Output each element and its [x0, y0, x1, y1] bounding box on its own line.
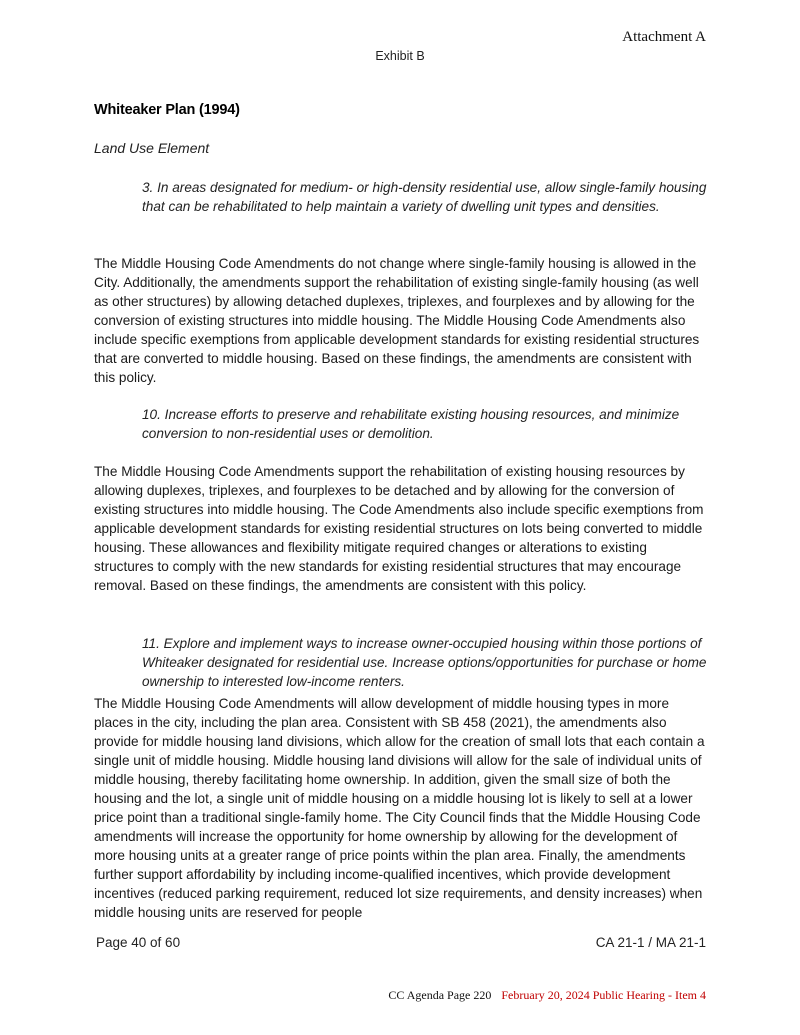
policy-3-text: 3. In areas designated for medium- or high-density residential use, allow single-family housing that can be rehabilitated to help maintain a variety of dwelling unit types and densities. [142, 180, 707, 214]
section-title: Whiteaker Plan (1994) [94, 102, 240, 118]
policy-11-response: The Middle Housing Code Amendments will allow development of middle housing types in more places in the city, including the plan area. Consistent with SB 458 (2021), the amendments also provide for middle housing land divisions, which allow for the creation of small lots that each contain a single unit of middle housing. Middle housing land divisions will allow for the sale of individual units of middle housing, thereby facilitating home ownership. In addition, given the small size of both the housing and the lot, a single unit of middle housing on a middle housing lot is likely to sell at a lower price point than a traditional single-family home. The City Council finds that the Middle Housing Code amendments will increase the opportunity for home ownership by allowing for the development of more housing units at a greater range of price points within the plan area. Finally, the amendments further support affordability by including income-qualified incentives, which provide development incentives (reduced parking requirement, reduced lot size requirements, and density increases) when middle housing units are reserved for people [94, 696, 705, 920]
exhibit-label: Exhibit B [375, 49, 425, 63]
policy-11-text: 11. Explore and implement ways to increase owner-occupied housing within those portions of Whiteaker designated for residential use. Increase options/opportunities for purchase or home ownership to interested low-income renters. [142, 636, 707, 689]
policy-10-text: 10. Increase efforts to preserve and rehabilitate existing housing resources, and minimize conversion to non-residential uses or demolition. [142, 407, 680, 441]
attachment-label: Attachment A [622, 29, 706, 45]
case-number: CA 21-1 / MA 21-1 [595, 935, 706, 950]
agenda-footer [388, 988, 706, 1003]
section-subtitle: Land Use Element [94, 140, 210, 156]
agenda-page: CC Agenda Page 220 [388, 988, 492, 1002]
hearing-date: February 20, 2024 Public Hearing - Item 4 [501, 988, 706, 1002]
policy-3-response: The Middle Housing Code Amendments do not change where single-family housing is allowed in the City. Additionally, the amendments support the rehabilitation of existing single-family housing (as well as other structures) by allowing detached duplexes, triplexes, and fourplexes and by allowing for the conversion of existing structures into middle housing. The Middle Housing Code Amendments also include specific exemptions from applicable development standards for existing residential structures that are converted to middle housing. Based on these findings, the amendments are consistent with this policy. [94, 256, 700, 385]
policy-10-response: The Middle Housing Code Amendments support the rehabilitation of existing housing resources by allowing duplexes, triplexes, and fourplexes to be detached and by allowing for the conversion of existing structures into middle housing. The Code Amendments also include specific exemptions from applicable development standards for existing residential structures on lots being converted to middle housing. These allowances and flexibility mitigate required changes or alterations to existing structures to comply with the new standards for existing residential structures that may encourage removal. Based on these findings, the amendments are consistent with this policy. [94, 464, 704, 593]
page-number: Page 40 of 60 [96, 935, 181, 950]
